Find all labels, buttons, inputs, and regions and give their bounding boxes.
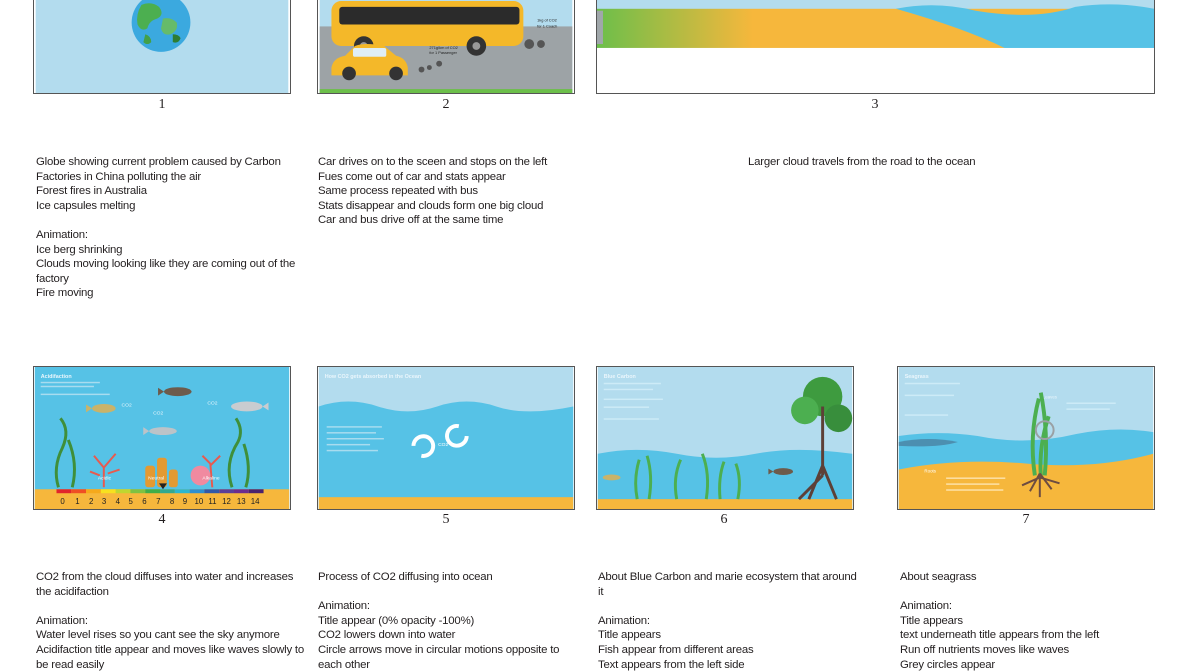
roots-label: Roots (924, 468, 936, 474)
frame-number-2: 2 (442, 97, 450, 112)
frame-description-4: CO2 from the cloud diffuses into water and increases the acidifaction Animation: Water level rises so you cant see the sky anymore Acidifaction title appear and moves like waves slowly to be read easily (36, 571, 305, 671)
frame-description-7: About seagrass Animation: Title appears text underneath title appears from the left Run off nutrients moves like waves Grey circles appear (900, 571, 1100, 671)
svg-text:4: 4 (115, 497, 121, 507)
svg-text:10: 10 (194, 497, 204, 507)
storyboard-frame-7 (897, 366, 1155, 510)
frame-5-title: How CO2 gets absorbed in the Ocean (324, 373, 422, 380)
frame-4-illustration (34, 367, 290, 509)
storyboard-frame-3 (596, 0, 1155, 94)
acidifaction-title: Acidifaction (40, 373, 72, 380)
co2-label: CO2 (121, 403, 132, 409)
storyboard-frame-4 (33, 366, 291, 510)
storyboard-frame-6 (596, 366, 854, 510)
frame-6-title: Blue Carbon (603, 373, 636, 380)
frame-3-illustration (597, 0, 1154, 93)
frame-number-1: 1 (158, 97, 166, 112)
ph-scale-ticks (60, 497, 260, 506)
car-stat: 271g/km of CO2 (429, 44, 458, 50)
frame-number-3: 3 (871, 97, 879, 112)
co2-label: CO2 (153, 411, 164, 417)
frame-2-illustration (318, 0, 574, 93)
car-stat-sub: for 1 Passenger (429, 49, 457, 55)
svg-text:6: 6 (142, 497, 147, 507)
frame-5-illustration (318, 367, 574, 509)
frame-1-illustration (34, 0, 290, 93)
frame-number-5: 5 (442, 512, 450, 527)
svg-text:7: 7 (156, 497, 161, 507)
co2-label: CO2 (438, 442, 449, 448)
frame-number-6: 6 (720, 512, 728, 527)
svg-text:5: 5 (128, 497, 133, 507)
frame-description-1: Globe showing current problem caused by Carbon Factories in China polluting the air Forest fires in Australia Ice capsules melting Animation: Ice berg shrinking Clouds moving looking like they are coming out of the factory Fire moving (36, 156, 296, 300)
svg-text:11: 11 (208, 497, 217, 507)
svg-text:2: 2 (89, 497, 94, 507)
leaves-label: Leaves (1042, 394, 1058, 400)
svg-text:14: 14 (250, 497, 260, 507)
frame-7-illustration (898, 367, 1154, 509)
storyboard-frame-1 (33, 0, 291, 94)
svg-text:1: 1 (75, 497, 80, 507)
svg-text:8: 8 (169, 497, 175, 507)
svg-text:13: 13 (236, 497, 246, 507)
frame-description-5: Process of CO2 diffusing into ocean Animation: Title appear (0% opacity -100%) CO2 lowers down into water Circle arrows move in circular motions opposite to each other (318, 571, 560, 671)
alkaline-label: Alkaline (202, 476, 220, 482)
frame-number-4: 4 (158, 512, 166, 527)
frame-7-title: Seagrass (904, 373, 929, 380)
svg-text:3: 3 (101, 497, 107, 507)
storyboard-frame-5 (317, 366, 575, 510)
bus-stat-sub: for 1 Coach (537, 23, 558, 29)
frame-description-2: Car drives on to the sceen and stops on the left Fues come out of car and stats appear Same process repeated with bus Stats disappear and clouds form one big cloud Car and bus drive off at the same time (318, 156, 548, 227)
co2-label: CO2 (207, 401, 218, 407)
storyboard-frame-2 (317, 0, 575, 94)
svg-text:0: 0 (60, 497, 65, 507)
svg-text:12: 12 (222, 497, 231, 507)
neutral-label: Neutral (148, 476, 165, 482)
acidic-label: Acidic (97, 476, 112, 482)
bus-stat: 1kg of CO2 (537, 17, 557, 23)
frame-description-3: Larger cloud travels from the road to the ocean (748, 156, 976, 168)
frame-6-illustration (597, 367, 853, 509)
svg-text:9: 9 (182, 497, 188, 507)
frame-description-6: About Blue Carbon and marie ecosystem that around it Animation: Title appears Fish appear from different areas Text appears from the left side (598, 571, 857, 671)
frame-number-7: 7 (1022, 512, 1030, 527)
